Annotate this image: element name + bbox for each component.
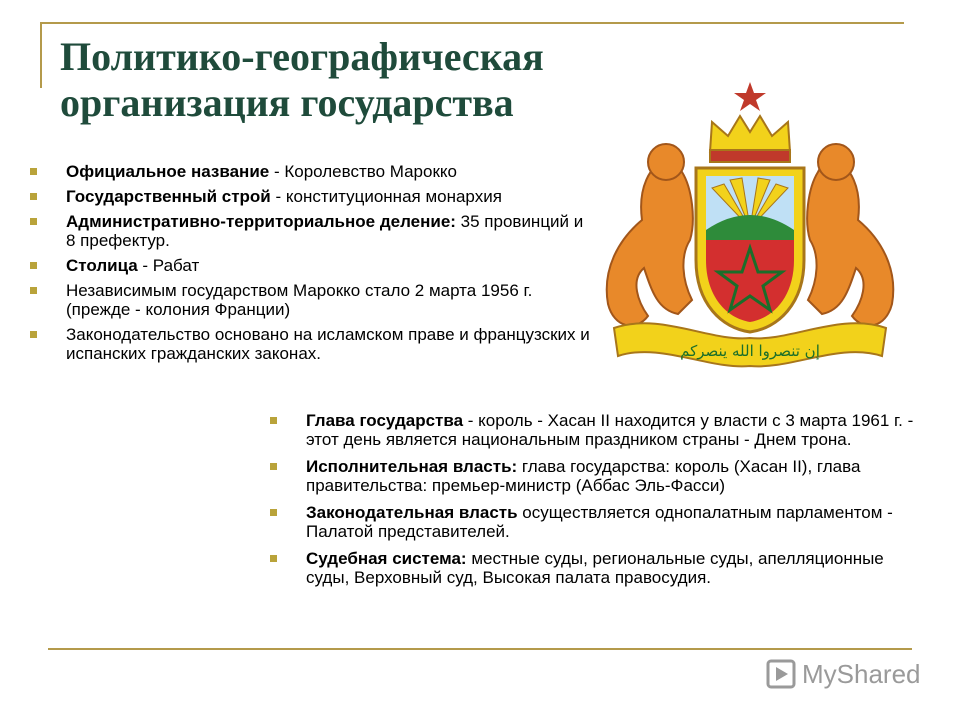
lower-bullet-list	[270, 411, 920, 595]
item-label: Столица	[66, 256, 138, 275]
bottom-rule	[48, 648, 912, 650]
bullet-square-icon	[270, 509, 277, 516]
slide-title: Политико-географическая организация государства	[60, 34, 544, 125]
list-item	[30, 187, 590, 206]
bullet-square-icon	[270, 555, 277, 562]
list-item	[30, 256, 590, 275]
list-item	[270, 411, 920, 449]
bullet-square-icon	[30, 168, 37, 175]
item-label: Официальное название	[66, 162, 270, 181]
item-label: Исполнительная власть:	[306, 457, 518, 476]
item-text: - Королевство Марокко	[269, 162, 457, 181]
bullet-square-icon	[30, 218, 37, 225]
myshared-logo-icon	[766, 659, 796, 689]
item-text: осуществляется однопалатным парламентом - Палатой представителей.	[306, 503, 893, 541]
list-item	[30, 212, 590, 250]
list-item	[30, 281, 590, 319]
watermark-text: MyShared	[802, 658, 921, 689]
item-text: местные суды, региональные суды, апелляционные суды, Верховный суд, Высокая палата правосудия.	[306, 549, 884, 587]
list-item	[30, 162, 590, 181]
upper-bullet-list	[30, 162, 590, 369]
bullet-square-icon	[270, 417, 277, 424]
emblem-motto: إن تنصروا الله ينصركم	[680, 342, 820, 360]
item-label: Судебная система:	[306, 549, 467, 568]
bullet-square-icon	[30, 287, 37, 294]
item-text: 35 провинций и 8 префектур.	[66, 212, 584, 250]
item-label: Глава государства	[306, 411, 464, 430]
bullet-square-icon	[270, 463, 277, 470]
bullet-square-icon	[30, 262, 37, 269]
morocco-coat-of-arms-icon	[600, 80, 900, 380]
top-rule	[40, 22, 904, 24]
item-text: - Рабат	[137, 256, 200, 275]
watermark	[766, 656, 921, 692]
item-text: глава государства: король (Хасан II), глава правительства: премьер-министр (Аббас Эль-Фасси)	[306, 457, 861, 495]
item-text: Независимым государством Марокко стало 2 марта 1956 г. (прежде - колония Франции)	[66, 281, 533, 319]
list-item	[30, 325, 590, 363]
item-text: - конституционная монархия	[270, 187, 502, 206]
item-label: Административно-территориальное деление:	[66, 212, 456, 231]
left-rule	[40, 22, 42, 88]
list-item	[270, 503, 920, 541]
item-text: Законодательство основано на исламском праве и французских и испанских гражданских законах.	[66, 325, 590, 363]
item-label: Государственный строй	[66, 187, 271, 206]
item-label: Законодательная власть	[306, 503, 518, 522]
item-text: - король - Хасан II находится у власти с 3 марта 1961 г. - этот день является национальным праздником страны - Днем трона.	[306, 411, 914, 449]
bullet-square-icon	[30, 193, 37, 200]
list-item	[270, 457, 920, 495]
bullet-square-icon	[30, 331, 37, 338]
list-item	[270, 549, 920, 587]
